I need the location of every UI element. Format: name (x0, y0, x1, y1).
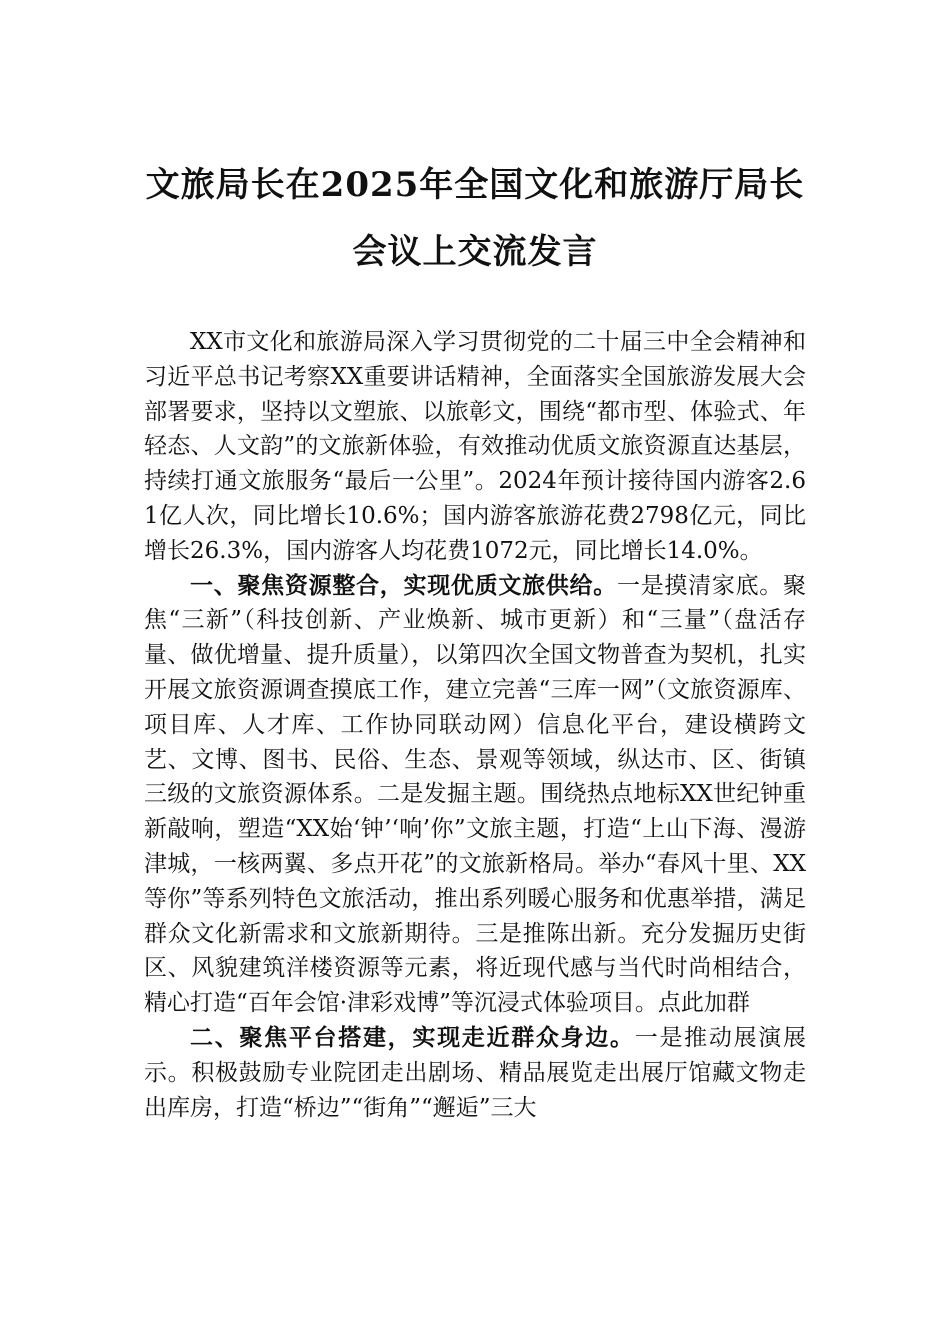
document-title-line-2: 会议上交流发言 (352, 232, 598, 272)
section-1-heading: 一、聚焦资源整合，实现优质文旅供给。 (190, 571, 617, 599)
section-1-paragraph (144, 569, 806, 1021)
document-title-line-1: 文旅局长在2025年全国文化和旅游厅局长 (145, 165, 805, 205)
intro-paragraph-text: XX市文化和旅游局深入学习贯彻党的二十届三中全会精神和习近平总书记考察XX重要讲话精神，全面落实全国旅游发展大会部署要求，坚持以文塑旅、以旅彰文，围绕“都市型、体验式、年轻态、人文韵”的文旅新体验，有效推动优质文旅资源直达基层，持续打通文旅服务“最后一公里”。2024年预计接待国内游客2.61亿人次，同比增长10.6%；国内游客旅游花费2798亿元，同比增长26.3%，国内游客人均花费1072元，同比增长14.0%。 (144, 329, 806, 564)
section-1-text: 一是摸清家底。聚焦“三新”（科技创新、产业焕新、城市更新）和“三量”（盘活存量、做优增量、提升质量），以第四次全国文物普查为契机，扎实开展文旅资源调查摸底工作，建立完善“三库一网”（文旅资源库、项目库、人才库、工作协同联动网）信息化平台，建设横跨文艺、文博、图书、民俗、生态、景观等领域，纵达市、区、街镇三级的文旅资源体系。二是发掘主题。围绕热点地标XX世纪钟重新敲响，塑造“XX始‘钟’‘响’你”文旅主题，打造“上山下海、漫游津城，一核两翼、多点开花”的文旅新格局。举办“春风十里、XX等你”等系列特色文旅活动，推出系列暖心服务和优惠举措，满足群众文化新需求和文旅新期待。三是推陈出新。充分发掘历史街区、风貌建筑洋楼资源等元素，将近现代感与当代时尚相结合，精心打造“百年会馆·津彩戏博”等沉浸式体验项目。点此加群 (144, 572, 807, 1017)
document-body (144, 325, 806, 1125)
section-2-heading: 二、聚焦平台搭建，实现走近群众身边。 (190, 1023, 635, 1051)
intro-paragraph (144, 325, 806, 569)
section-2-text: 一是推动展演展示。积极鼓励专业院团走出剧场、精品展览走出展厅馆藏文物走出库房，打造“桥边”“街角”“邂逅”三大 (144, 1024, 807, 1121)
section-2-paragraph (144, 1021, 806, 1125)
